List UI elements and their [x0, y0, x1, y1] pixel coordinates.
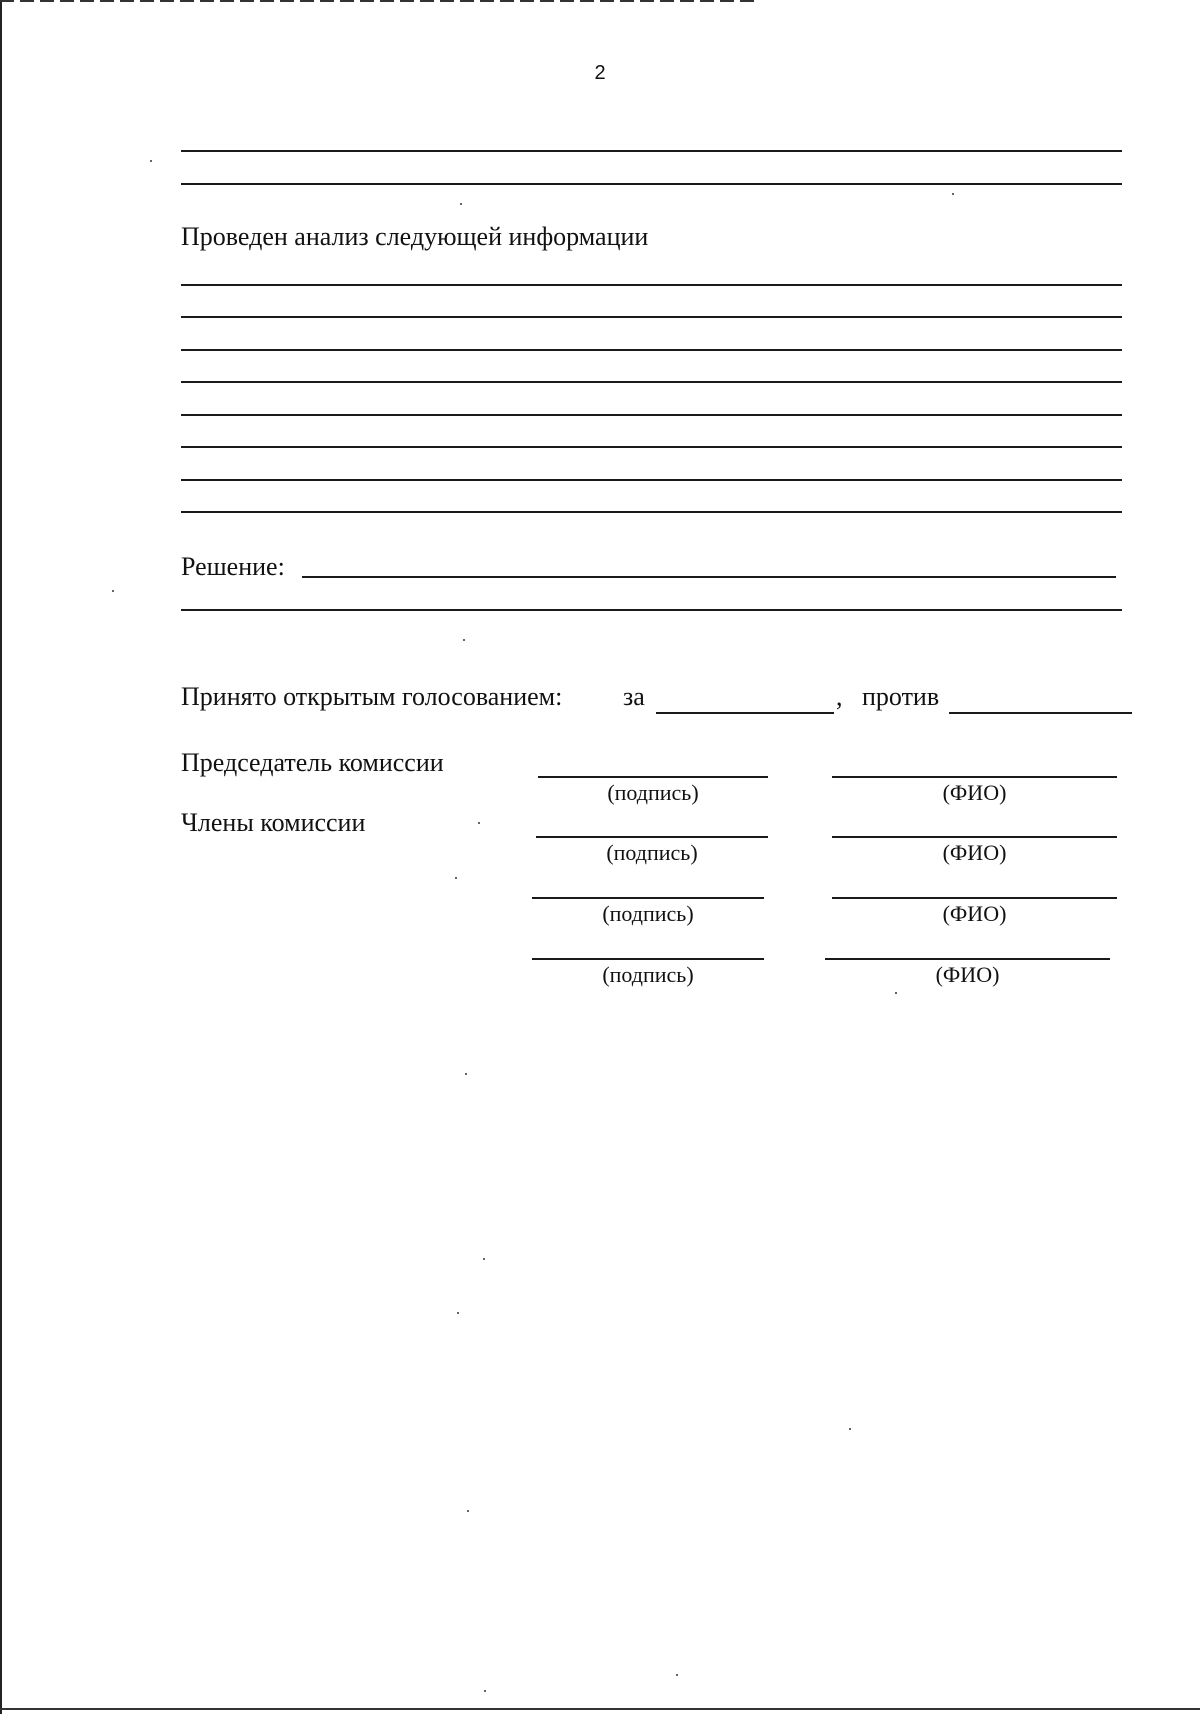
- chairman-name-line: [832, 776, 1117, 778]
- scan-speck: [484, 1690, 486, 1692]
- page-number: 2: [594, 62, 606, 84]
- members-label: Члены комиссии: [181, 808, 366, 837]
- member-name-caption: (ФИО): [935, 962, 1000, 987]
- analysis-line: [181, 316, 1122, 318]
- decision-line-2: [181, 609, 1122, 611]
- chairman-signature-caption: (подпись): [607, 780, 699, 805]
- member-signature-line: [536, 836, 768, 838]
- scan-edge-left: [0, 0, 2, 1714]
- chairman-name-caption: (ФИО): [942, 780, 1007, 805]
- analysis-line: [181, 381, 1122, 383]
- scan-speck: [455, 877, 457, 879]
- member-signature-caption: (подпись): [602, 901, 694, 926]
- scan-speck: [465, 1073, 467, 1075]
- member-name-caption: (ФИО): [942, 901, 1007, 926]
- scan-speck: [849, 1428, 851, 1430]
- analysis-label: Проведен анализ следующей информации: [181, 222, 649, 251]
- vote-for-label: за: [623, 682, 645, 711]
- member-signature-caption: (подпись): [602, 962, 694, 987]
- vote-for-line: [656, 712, 834, 714]
- analysis-line: [181, 479, 1122, 481]
- chairman-label: Председатель комиссии: [181, 748, 444, 777]
- scan-speck: [676, 1674, 678, 1676]
- chairman-signature-line: [538, 776, 768, 778]
- member-name-line: [825, 958, 1110, 960]
- blank-line: [181, 183, 1122, 185]
- scan-speck: [112, 590, 114, 592]
- member-name-line: [832, 897, 1117, 899]
- analysis-line: [181, 284, 1122, 286]
- member-signature-caption: (подпись): [606, 840, 698, 865]
- analysis-line: [181, 446, 1122, 448]
- member-name-line: [832, 836, 1117, 838]
- analysis-line: [181, 349, 1122, 351]
- analysis-line: [181, 511, 1122, 513]
- member-name-caption: (ФИО): [942, 840, 1007, 865]
- scan-speck: [460, 203, 462, 205]
- member-signature-line: [532, 958, 764, 960]
- scan-speck: [952, 193, 954, 195]
- scan-speck: [895, 992, 897, 994]
- scan-speck: [483, 1258, 485, 1260]
- scan-speck: [150, 160, 152, 162]
- scan-speck: [467, 1510, 469, 1512]
- scan-edge-bottom: [0, 1708, 1200, 1710]
- analysis-line: [181, 414, 1122, 416]
- scan-speck: [463, 639, 465, 641]
- scan-edge-top: [0, 0, 760, 2]
- scan-speck: [457, 1312, 459, 1314]
- blank-line: [181, 150, 1122, 152]
- decision-line: [302, 576, 1116, 578]
- vote-label: Принято открытым голосованием:: [181, 682, 563, 711]
- vote-against-label: против: [862, 682, 940, 711]
- vote-separator: ,: [836, 682, 843, 711]
- scan-speck: [478, 822, 480, 824]
- decision-label: Решение:: [181, 552, 285, 581]
- member-signature-line: [532, 897, 764, 899]
- vote-against-line: [949, 712, 1132, 714]
